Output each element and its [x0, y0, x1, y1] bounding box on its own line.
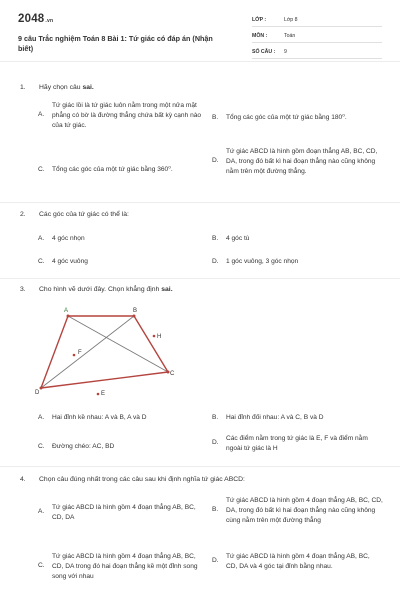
option-letter: A. [38, 413, 45, 421]
brand-name: 2048 [18, 13, 45, 25]
option-text: 4 góc vuông [52, 258, 88, 265]
option-letter: B. [212, 506, 219, 514]
option-text: 4 góc tù [226, 235, 250, 242]
question-text: Các góc của tứ giác có thể là: [39, 211, 129, 218]
label-f: F [78, 350, 82, 356]
page-header [0, 0, 400, 62]
label-h: H [157, 334, 162, 340]
meta-value: Lớp 8 [284, 16, 298, 23]
option-letter: B. [212, 234, 219, 242]
meta-row-class [252, 14, 382, 27]
point-h [153, 335, 156, 338]
diagonal-ac [68, 316, 168, 372]
option-3d[interactable] [212, 434, 384, 454]
meta-value: 9 [284, 48, 287, 55]
brand-logo[interactable] [18, 12, 53, 28]
option-letter: C. [38, 165, 45, 173]
meta-row-count [252, 46, 382, 59]
option-letter: D. [212, 257, 219, 265]
meta-label: SỐ CÂU : [252, 48, 276, 55]
option-letter: A. [38, 111, 45, 119]
meta-table [252, 14, 382, 62]
question-number: 2. [20, 211, 26, 218]
question-number: 3. [20, 286, 26, 293]
option-letter: B. [212, 413, 219, 421]
option-3a[interactable] [38, 413, 208, 423]
option-letter: C. [38, 257, 45, 265]
option-letter: D. [212, 439, 219, 447]
option-3b[interactable] [212, 413, 382, 423]
point-d [40, 387, 43, 390]
meta-row-subject [252, 30, 382, 43]
option-letter: A. [38, 234, 45, 242]
question-number: 1. [20, 84, 26, 91]
option-3c[interactable] [38, 442, 208, 452]
option-text: Tứ giác ABCD là hình gồm đoạn thẳng AB, BC, CD, DA, trong đó bất kì hai đoạn thẳng nào cũng không nằm trên một đường thẳng. [226, 148, 378, 175]
option-4d[interactable] [212, 552, 382, 572]
option-2a[interactable] [38, 234, 208, 244]
option-2b[interactable] [212, 234, 382, 244]
option-4a[interactable] [38, 503, 206, 523]
question-text: Chọn câu đúng nhất trong các câu sau khi định nghĩa tứ giác ABCD: [39, 476, 245, 483]
option-2c[interactable] [38, 257, 208, 267]
option-2d[interactable] [212, 257, 382, 267]
label-d: D [35, 390, 40, 396]
option-text: Hai đỉnh kề nhau: A và B, A và D [52, 414, 147, 421]
question-text-main: Hãy chọn câu [39, 84, 83, 91]
option-text: Tổng các góc của một tứ giác bằng 360⁰. [52, 166, 173, 173]
question-text-emph: sai. [82, 84, 94, 91]
option-text: Tổng các góc của một tứ giác bằng 180⁰. [226, 114, 347, 121]
divider [0, 278, 400, 279]
option-text: Tứ giác lồi là tứ giác luôn nằm trong một nửa mặt phẳng có bờ là đường thẳng chứa bất kỳ cạnh nào của tứ giác. [52, 102, 202, 129]
question-text [39, 285, 173, 294]
option-text: Tứ giác ABCD là hình gồm 4 đoạn thẳng AB, BC, CD, DA trong đó hai đoạn thẳng kề một đỉnh song song với nhau [52, 553, 198, 580]
question-text-main: Cho hình vẽ dưới đây. Chọn khẳng định [39, 286, 162, 293]
option-letter: C. [38, 442, 45, 450]
option-letter: D. [212, 557, 219, 565]
option-1b[interactable] [212, 113, 392, 123]
option-letter: A. [38, 508, 45, 516]
option-text: 1 góc vuông, 3 góc nhọn [226, 258, 299, 265]
point-f [73, 354, 76, 357]
quadrilateral-abcd [41, 316, 168, 388]
quadrilateral-figure [30, 300, 190, 404]
page-title: 9 câu Trắc nghiệm Toán 8 Bài 1: Tứ giác có đáp án (Nhận biết) [18, 34, 213, 53]
divider [0, 202, 400, 203]
meta-label: MÔN : [252, 32, 268, 39]
label-e: E [101, 391, 106, 397]
option-1d[interactable] [212, 147, 382, 177]
option-letter: B. [212, 113, 219, 121]
option-text: Tứ giác ABCD là hình gồm 4 đoạn thẳng AB, BC, CD, DA, trong đó bất kì hai đoạn thẳng nào cũng không cùng nằm trên một đường thẳng [226, 497, 383, 524]
label-c: C [170, 371, 175, 377]
option-text: Tứ giác ABCD là hình gồm 4 đoạn thẳng AB, BC, CD, DA và 4 góc tại đỉnh bằng nhau. [226, 553, 370, 570]
point-e [97, 393, 100, 396]
option-letter: D. [212, 157, 219, 165]
option-1a[interactable] [38, 101, 208, 131]
option-text: Tứ giác ABCD là hình gồm 4 đoạn thẳng AB, BC, CD, DA [52, 504, 196, 521]
meta-label: LỚP : [252, 16, 267, 23]
option-text: 4 góc nhọn [52, 235, 85, 242]
label-a: A [64, 308, 69, 314]
point-b [133, 315, 136, 318]
divider [0, 466, 400, 467]
option-text: Các điểm nằm trong tứ giác là E, F và điểm nằm ngoài tứ giác là H [226, 435, 368, 452]
meta-value: Toán [284, 32, 296, 39]
question-3 [20, 285, 173, 294]
question-2 [20, 210, 129, 219]
question-1 [20, 83, 94, 92]
brand-tld: .vn [45, 18, 54, 24]
question-text-emph: sai. [161, 286, 173, 293]
option-1c[interactable] [38, 165, 208, 175]
label-b: B [133, 308, 138, 314]
option-4c[interactable] [38, 552, 208, 582]
option-text: Đường chéo: AC, BD [52, 443, 115, 450]
question-number: 4. [20, 476, 26, 483]
point-a [67, 315, 70, 318]
question-4 [20, 475, 245, 484]
question-text [39, 83, 94, 92]
option-4b[interactable] [212, 496, 384, 526]
option-letter: C. [38, 562, 45, 570]
option-text: Hai đỉnh đối nhau: A và C, B và D [226, 414, 324, 421]
